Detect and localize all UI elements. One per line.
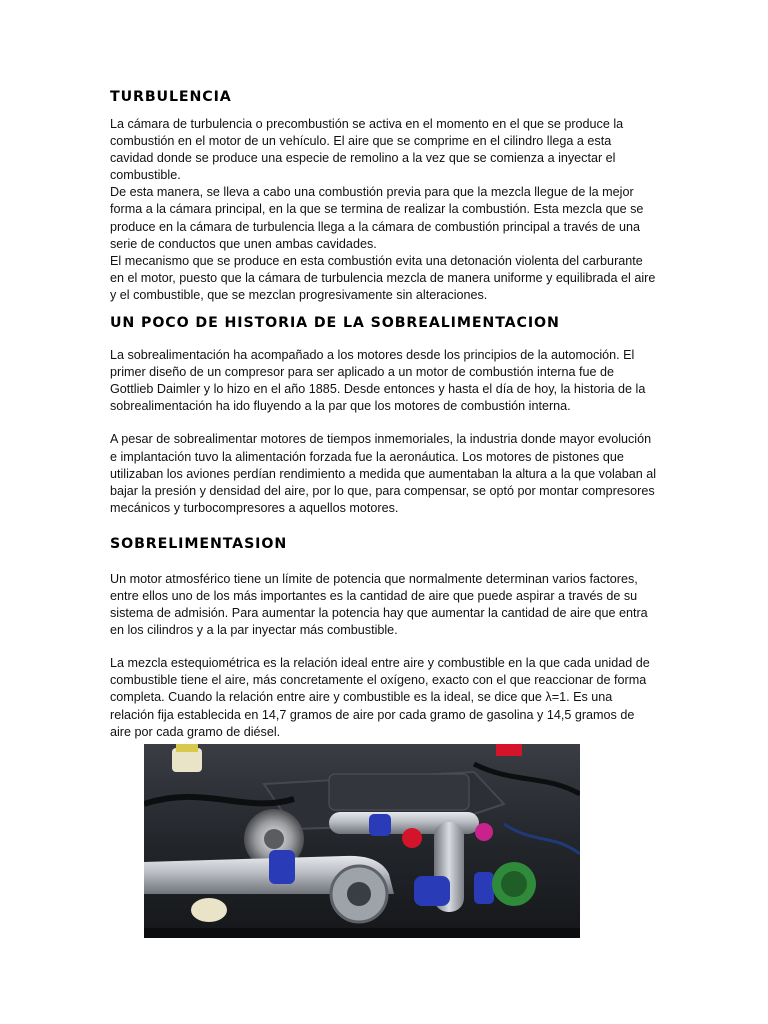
paragraph: A pesar de sobrealimentar motores de tiempos inmemoriales, la industria donde mayor evolución e implantación tuvo la alimentación forzada fue la aeronáutica. Los motores de pistones que utilizaban los aviones perdían rendimiento a medida que aumentaban la altura a la que volaban al bajar la presión y densidad del aire, por lo que, para compensar, se optó por montar compresores mecánicos y turbocompresores a aquellos motores. xyxy=(110,432,657,515)
heading-historia: UN POCO DE HISTORIA DE LA SOBREALIMENTACION xyxy=(110,315,560,332)
heading-sobrealimentacion: SOBRELIMENTASION xyxy=(110,535,288,552)
heading-turbulencia: TURBULENCIA xyxy=(110,89,232,105)
paragraph: De esta manera, se lleva a cabo una combustión previa para que la mezcla llegue de la mejor forma a la cámara principal, en la que se termina de realizar la combustión. Esta mezcla que se produce en la cámara de turbulencia llega a la cámara de combustión principal a través de una serie de conductos que unen ambas cavidades. xyxy=(110,185,644,251)
paragraph: La mezcla estequiométrica es la relación ideal entre aire y combustible en la que cada unidad de combustible tiene el aire, más concretamente el oxígeno, exacto con el que reaccionar de forma completa. Cuando la relación entre aire y combustible es la ideal, se dice que λ=1. Es una relación fija establecida en 14,7 gramos de aire por cada gramo de gasolina y 14,5 gramos de aire por cada gramo de diésel. xyxy=(110,656,650,739)
paragraph: La sobrealimentación ha acompañado a los motores desde los principios de la automoción. El primer diseño de un compresor para ser aplicado a un motor de combustión interna fue de Gottlieb Daimler y lo hizo en el año 1885. Desde entonces y hasta el día de hoy, la historia de la sobrealimentación ha ido fluyendo a la par que los motores de combustión interna. xyxy=(110,348,646,414)
engine-bay-photo xyxy=(144,744,580,938)
document-page xyxy=(110,88,658,741)
paragraph: Un motor atmosférico tiene un límite de potencia que normalmente determinan varios factores, entre ellos uno de los más importantes es la cantidad de aire que puede aspirar a través de su sistema de admisión. Para aumentar la potencia hay que aumentar la cantidad de aire que entra en los cilindros y a la par inyectar más combustible. xyxy=(110,571,648,638)
paragraph: La cámara de turbulencia o precombustión se activa en el momento en el que se produce la combustión en el motor de un vehículo. El aire que se comprime en el cilindro llega a esta cavidad donde se produce una especie de remolino a la vez que se comienza a inyectar el combustible. xyxy=(110,117,624,183)
paragraph: El mecanismo que se produce en esta combustión evita una detonación violenta del carburante en el motor, puesto que la cámara de turbulencia mezcla de manera uniforme y equilibrada el aire y el combustible, que se mezclan progresivamente sin alteraciones. xyxy=(110,253,656,302)
